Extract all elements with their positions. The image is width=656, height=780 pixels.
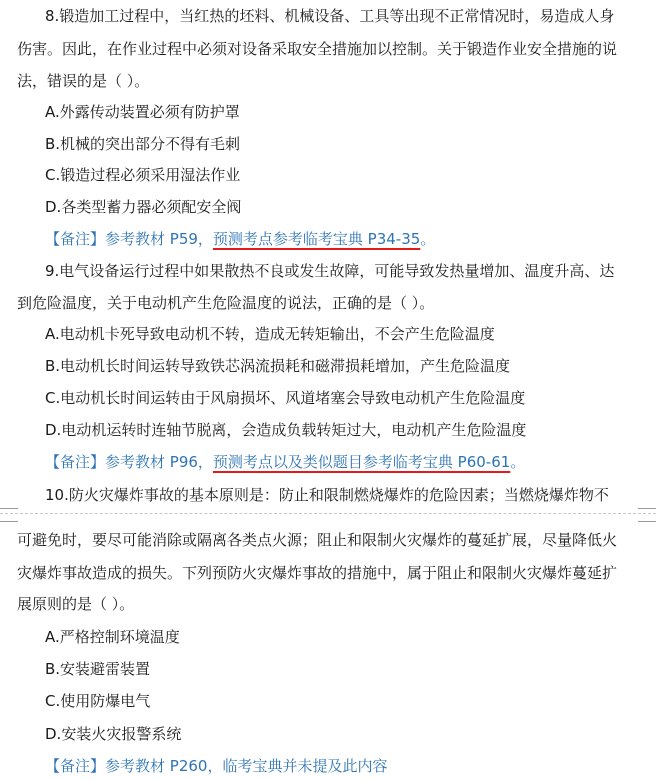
q9-stem-line-2: 到危险温度，关于电动机产生危险温度的说法，正确的是（ ）。: [17, 294, 435, 312]
q10-option-a: A.严格控制环境温度: [45, 628, 180, 646]
q8-option-b: B.机械的突出部分不得有毛刺: [45, 135, 241, 153]
q9-option-d: D.电动机运转时连轴节脱离，会造成负载转矩过大，电动机产生危险温度: [45, 421, 527, 439]
q10-option-d: D.安装火灾报警系统: [45, 725, 182, 743]
q8-stem-line-2: 伤害。因此，在作业过程中必须对设备采取安全措施加以控制。关于锻造作业安全措施的说: [17, 40, 618, 58]
q9-stem-line-1: 9.电气设备运行过程中如果散热不良或发生故障，可能导致发热量增加、温度升高、达: [45, 262, 615, 280]
q8-note: [45, 229, 435, 249]
q8-stem-line-1: 8.锻造加工过程中，当红热的坯料、机械设备、工具等出现不正常情况时，易造成人身: [45, 7, 615, 25]
q8-option-d: D.各类型蓄力器必须配安全阀: [45, 198, 242, 216]
q9-note-reference-link[interactable]: 预测考点以及类似题目参考临考宝典 P60-61: [212, 453, 511, 471]
q10-note: 【备注】参考教材 P260，临考宝典并未提及此内容: [45, 757, 388, 775]
q10-option-c: C.使用防爆电气: [45, 692, 151, 710]
q8-option-a: A.外露传动装置必须有防护罩: [45, 103, 240, 121]
page-break-marker-right: [638, 508, 656, 522]
page-break-marker-left: [0, 508, 18, 522]
q10-stem-line-4: 展原则的是（ ）。: [17, 595, 135, 613]
q9-note: [45, 452, 525, 472]
q8-option-c: C.锻造过程必须采用湿法作业: [45, 166, 241, 184]
q8-note-reference-link[interactable]: 预测考点参考临考宝典 P34-35: [212, 230, 421, 248]
q9-option-a: A.电动机卡死导致电动机不转，造成无转矩输出，不会产生危险温度: [45, 325, 495, 343]
q8-stem-line-3: 法，错误的是（ ）。: [17, 72, 150, 90]
page-break-divider: [0, 513, 656, 515]
q9-option-b: B.电动机长时间运转导致铁芯涡流损耗和磁滞损耗增加，产生危险温度: [45, 357, 511, 375]
q10-stem-line-1: 10.防火灾爆炸事故的基本原则是：防止和限制燃烧爆炸的危险因素；当燃烧爆炸物不: [45, 486, 609, 504]
q10-stem-line-2: 可避免时，要尽可能消除或隔离各类点火源；阻止和限制火灾爆炸的蔓延扩展，尽量降低火: [17, 531, 618, 549]
q9-note-suffix: 。: [510, 453, 526, 471]
q10-stem-line-3: 灾爆炸事故造成的损失。下列预防火灾爆炸事故的措施中，属于阻止和限制火灾爆炸蔓延扩: [17, 564, 618, 582]
q9-note-prefix: 【备注】参考教材 P96，: [45, 453, 213, 471]
q10-option-b: B.安装避雷装置: [45, 660, 151, 678]
q8-note-suffix: 。: [420, 230, 436, 248]
q9-option-c: C.电动机长时间运转由于风扇损坏、风道堵塞会导致电动机产生危险温度: [45, 389, 526, 407]
q8-note-prefix: 【备注】参考教材 P59，: [45, 230, 213, 248]
